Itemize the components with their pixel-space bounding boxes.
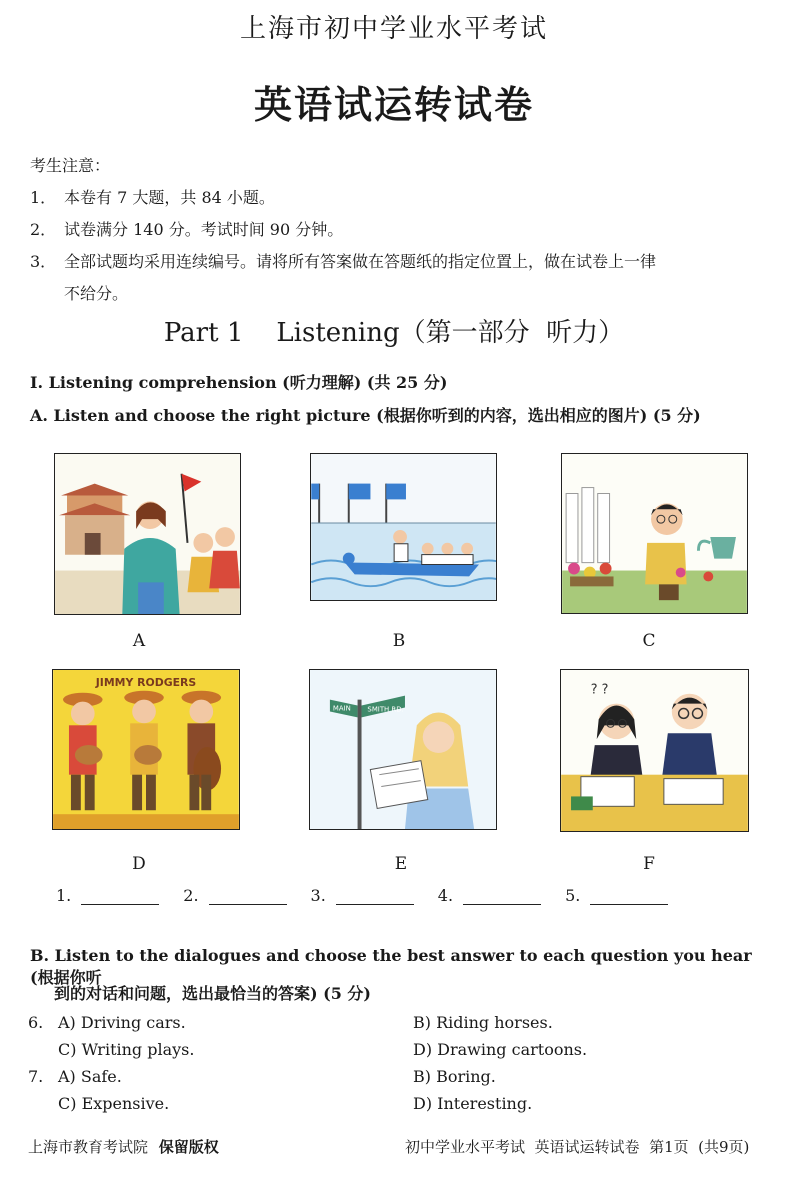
- blank-number: 3.: [310, 886, 326, 905]
- picture-label: D: [132, 854, 146, 874]
- picture-c-gardening: [561, 453, 748, 614]
- picture-a-tour-guide: [54, 453, 241, 615]
- note-number: 3．: [30, 252, 57, 271]
- street-sign-right: SMITH RD.: [367, 705, 404, 714]
- option-6d[interactable]: D) Drawing cartoons.: [413, 1040, 588, 1059]
- note-text: 试卷满分 140 分。考试时间 90 分钟。: [64, 220, 344, 239]
- answer-blanks: [56, 886, 668, 905]
- notes-heading: 考生注意：: [30, 156, 111, 175]
- question-number: 6.: [28, 1013, 44, 1032]
- picture-label: C: [642, 631, 656, 651]
- note-number: 1．: [30, 188, 57, 207]
- option-7c[interactable]: C) Expensive.: [58, 1094, 170, 1113]
- band-name-banner: JIMMY RODGERS: [95, 675, 197, 689]
- picture-label: A: [132, 631, 146, 651]
- blank-line[interactable]: [590, 888, 668, 905]
- footer-copyright: 保留版权: [158, 1138, 219, 1156]
- street-sign-left: MAIN: [332, 704, 351, 713]
- exam-subtitle: 上海市初中学业水平考试: [239, 14, 548, 44]
- part-title: Part 1 Listening（第一部分 听力）: [163, 318, 625, 348]
- picture-e-map-reading: [309, 669, 497, 830]
- note-item: [30, 182, 780, 214]
- option-6a[interactable]: A) Driving cars.: [58, 1013, 186, 1032]
- note-text: 本卷有 7 大题，共 84 小题。: [64, 188, 275, 207]
- picture-label: E: [394, 854, 408, 874]
- blank-line[interactable]: [463, 888, 541, 905]
- blank-number: 2.: [183, 886, 199, 905]
- blank-number: 5.: [565, 886, 581, 905]
- candidate-notes: [30, 150, 780, 310]
- option-7d[interactable]: D) Interesting.: [413, 1094, 533, 1113]
- blank-line[interactable]: [209, 888, 287, 905]
- section-a-title: A. Listen and choose the right picture (根据你听到的内容，选出相应的图片) (5 分): [30, 406, 701, 425]
- blank-line[interactable]: [81, 888, 159, 905]
- option-6c[interactable]: C) Writing plays.: [58, 1040, 195, 1059]
- note-item: [30, 214, 780, 246]
- section-i-title: I. Listening comprehension (听力理解) (共 25 分): [30, 373, 448, 392]
- exam-title: 英语试运转试卷: [253, 82, 534, 127]
- question-number: 7.: [28, 1067, 44, 1086]
- footer-page-info: 初中学业水平考试 英语试运转试卷 第1页 (共9页): [405, 1138, 750, 1156]
- answer-blank-2[interactable]: [183, 886, 286, 905]
- note-text: 全部试题均采用连续编号。请将所有答案做在答题纸的指定位置上，做在试卷上一律: [64, 252, 657, 271]
- picture-b-dragon-boat: [310, 453, 497, 601]
- blank-number: 4.: [437, 886, 454, 905]
- note-item: [30, 246, 780, 278]
- blank-number: 1.: [56, 886, 72, 905]
- answer-blank-1[interactable]: [56, 886, 159, 905]
- picture-f-studying: [560, 669, 749, 832]
- answer-blank-5[interactable]: [565, 886, 668, 905]
- footer-left: [28, 1136, 219, 1157]
- picture-d-band: [52, 669, 240, 830]
- footer-publisher: 上海市教育考试院: [28, 1138, 149, 1156]
- picture-label: B: [392, 631, 406, 651]
- note-continuation: 不给分。: [64, 284, 129, 303]
- picture-label: F: [643, 854, 655, 874]
- answer-blank-3[interactable]: [311, 886, 414, 905]
- blank-line[interactable]: [336, 888, 414, 905]
- section-b-title-line1: B. Listen to the dialogues and choose the best answer to each question you hear (根据你听: [30, 946, 752, 987]
- question-marks: ? ?: [590, 682, 609, 698]
- answer-blank-4[interactable]: [438, 886, 541, 905]
- note-number: 2．: [30, 220, 57, 239]
- option-7a[interactable]: A) Safe.: [58, 1067, 122, 1086]
- section-b-title-line2: 到的对话和问题，选出最恰当的答案) (5 分): [54, 984, 371, 1003]
- option-6b[interactable]: B) Riding horses.: [413, 1013, 553, 1032]
- option-7b[interactable]: B) Boring.: [413, 1067, 496, 1086]
